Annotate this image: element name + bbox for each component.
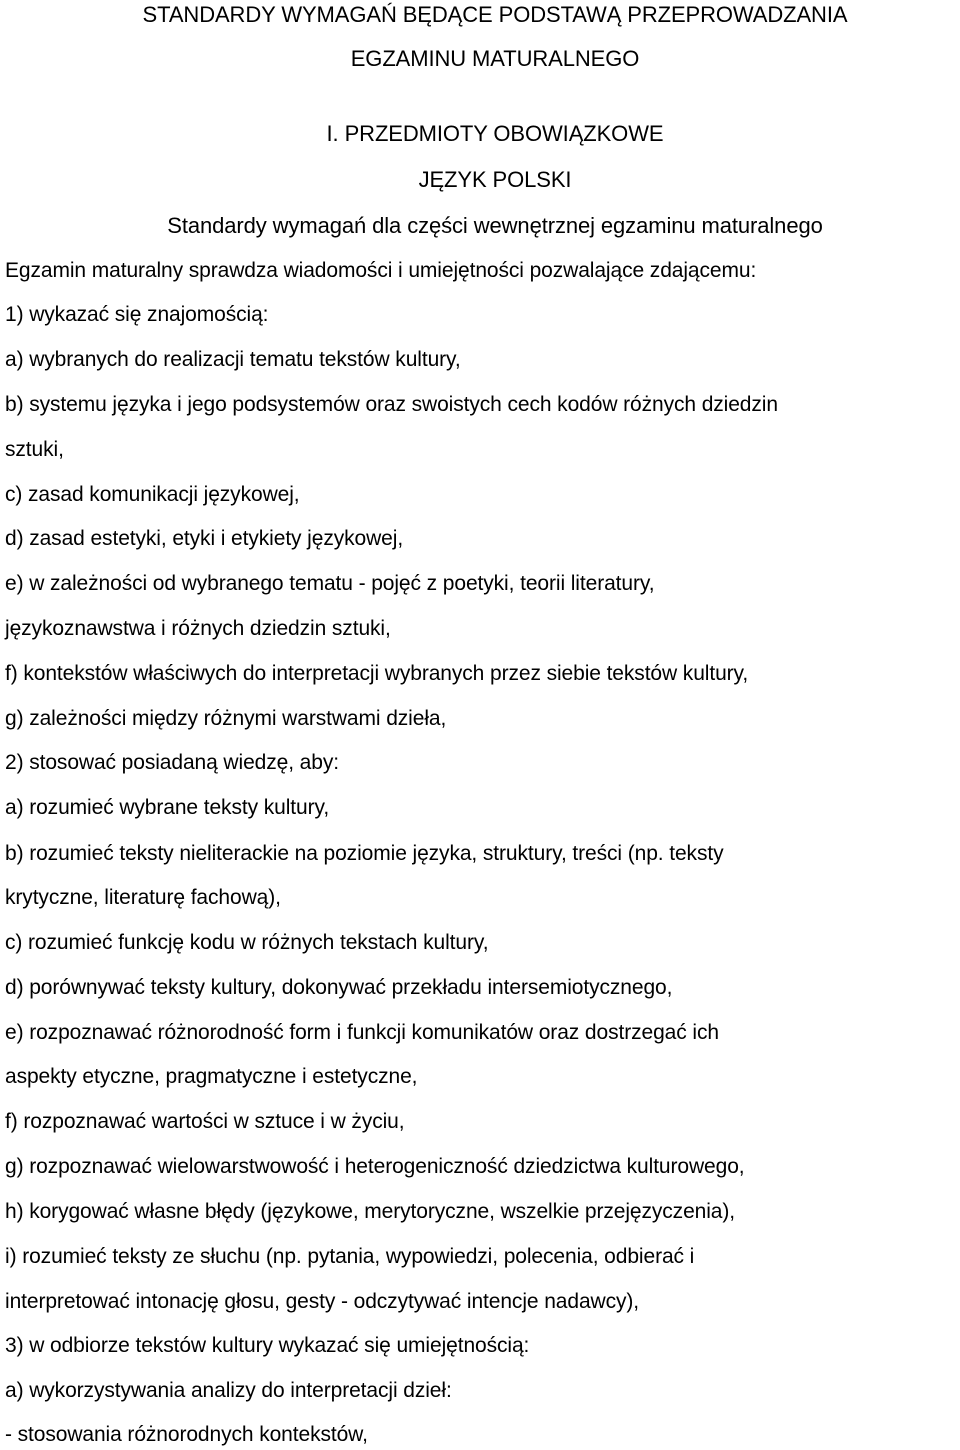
body-line: f) rozpoznawać wartości w sztuce i w życiu, bbox=[5, 1110, 405, 1133]
body-line: d) zasad estetyki, etyki i etykiety językowej, bbox=[5, 527, 404, 550]
body-line: d) porównywać teksty kultury, dokonywać przekładu intersemiotycznego, bbox=[5, 976, 673, 999]
body-line: a) wykorzystywania analizy do interpretacji dzieł: bbox=[5, 1379, 452, 1402]
body-line: a) rozumieć wybrane teksty kultury, bbox=[5, 796, 330, 819]
body-line: interpretować intonację głosu, gesty - odczytywać intencje nadawcy), bbox=[5, 1290, 640, 1313]
body-line: 3) w odbiorze tekstów kultury wykazać się umiejętnością: bbox=[5, 1334, 530, 1357]
body-line: krytyczne, literaturę fachową), bbox=[5, 886, 281, 909]
body-line: c) zasad komunikacji językowej, bbox=[5, 483, 300, 506]
standards-heading: Standardy wymagań dla części wewnętrznej egzaminu maturalnego bbox=[167, 213, 823, 238]
body-line: c) rozumieć funkcję kodu w różnych tekstach kultury, bbox=[5, 931, 489, 954]
body-line: 1) wykazać się znajomością: bbox=[5, 303, 269, 326]
body-line: h) korygować własne błędy (językowe, merytoryczne, wszelkie przejęzyczenia), bbox=[5, 1200, 736, 1223]
body-line: g) zależności między różnymi warstwami dzieła, bbox=[5, 707, 447, 730]
body-line: e) w zależności od wybranego tematu - pojęć z poetyki, teorii literatury, bbox=[5, 572, 655, 595]
body-line: g) rozpoznawać wielowarstwowość i heterogeniczność dziedzictwa kulturowego, bbox=[5, 1155, 745, 1178]
body-line: b) rozumieć teksty nieliterackie na poziomie języka, struktury, treści (np. teksty bbox=[5, 842, 724, 865]
section-heading: I. PRZEDMIOTY OBOWIĄZKOWE bbox=[326, 121, 664, 146]
subject-heading: JĘZYK POLSKI bbox=[418, 167, 572, 192]
body-line: e) rozpoznawać różnorodność form i funkcji komunikatów oraz dostrzegać ich bbox=[5, 1021, 719, 1044]
body-line: b) systemu języka i jego podsystemów oraz swoistych cech kodów różnych dziedzin bbox=[5, 393, 778, 416]
body-line: 2) stosować posiadaną wiedzę, aby: bbox=[5, 751, 339, 774]
body-line: sztuki, bbox=[5, 438, 64, 461]
body-line: Egzamin maturalny sprawdza wiadomości i umiejętności pozwalające zdającemu: bbox=[5, 259, 757, 282]
body-line: - stosowania różnorodnych kontekstów, bbox=[5, 1423, 368, 1446]
body-line: i) rozumieć teksty ze słuchu (np. pytania, wypowiedzi, polecenia, odbierać i bbox=[5, 1245, 695, 1268]
body-line: językoznawstwa i różnych dziedzin sztuki, bbox=[5, 617, 391, 640]
body-line: f) kontekstów właściwych do interpretacji wybranych przez siebie tekstów kultury, bbox=[5, 662, 749, 685]
body-line: a) wybranych do realizacji tematu tekstów kultury, bbox=[5, 348, 461, 371]
body-line: aspekty etyczne, pragmatyczne i estetyczne, bbox=[5, 1065, 418, 1088]
document-title-line-2: EGZAMINU MATURALNEGO bbox=[350, 46, 640, 71]
document-title-line-1: STANDARDY WYMAGAŃ BĘDĄCE PODSTAWĄ PRZEPROWADZANIA bbox=[142, 2, 848, 27]
